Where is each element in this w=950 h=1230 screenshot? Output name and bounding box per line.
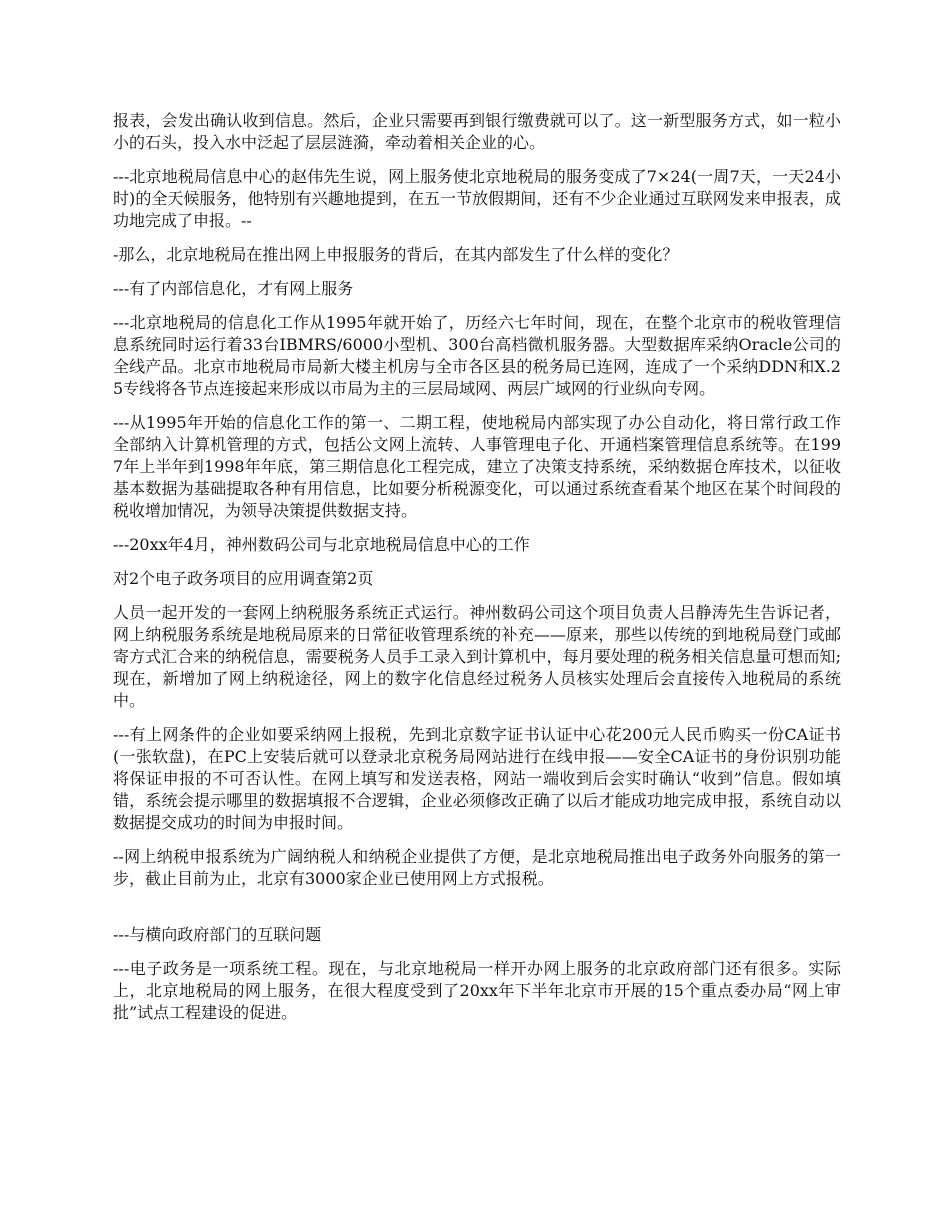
article-body <box>113 110 841 1036</box>
paragraph-9: 人员一起开发的一套网上纳税服务系统正式运行。神州数码公司这个项目负责人吕静涛先生告诉记者，网上纳税服务系统是地税局原来的日常征收管理系统的补充——原来，那些以传统的到地税局登门或邮寄方式汇合来的纳税信息，需要税务人员手工录入到计算机中，每月要处理的税务相关信息量可想而知;现在，新增加了网上纳税途径，网上的数字化信息经过税务人员核实处理后会直接传入地税局的系统中。 <box>113 603 841 710</box>
paragraph-6: ---从1995年开始的信息化工作的第一、二期工程，使地税局内部实现了办公自动化，将日常行政工作全部纳入计算机管理的方式，包括公文网上流转、人事管理电子化、开通档案管理信息系统等。在1997年上半年到1998年年底，第三期信息化工程完成，建立了决策支持系统，采纳数据仓库技术，以征收基本数据为基础提取各种有用信息，比如要分析税源变化，可以通过系统查看某个地区在某个时间段的税收增加情况，为领导决策提供数据支持。 <box>113 413 841 520</box>
section-heading-interconnection: ---与横向政府部门的互联问题 <box>113 925 322 944</box>
page-marker: 对2个电子政务项目的应用调查第2页 <box>113 569 374 588</box>
paragraph-10: ---有上网条件的企业如要采纳网上报税，先到北京数字证书认证中心花200元人民币购买一份CA证书(一张软盘)，在PC上安装后就可以登录北京税务局网站进行在线申报——安全CA证书的身份识别功能将保证申报的不可否认性。在网上填写和发送表格，网站一端收到后会实时确认“收到”信息。假如填错，系统会提示哪里的数据填报不合逻辑，企业必须修改正确了以后才能成功地完成申报，系统自动以数据提交成功的时间为申报时间。 <box>113 725 841 832</box>
paragraph-1: 报表，会发出确认收到信息。然后，企业只需要再到银行缴费就可以了。这一新型服务方式，如一粒小小的石头，投入水中泛起了层层涟漪，牵动着相关企业的心。 <box>113 111 841 152</box>
paragraph-13: ---电子政务是一项系统工程。现在，与北京地税局一样开办网上服务的北京政府部门还有很多。实际上，北京地税局的网上服务，在很大程度受到了20xx年下半年北京市开展的15个重点委办局“网上审批”试点工程建设的促进。 <box>113 959 841 1022</box>
paragraph-2: ---北京地税局信息中心的赵伟先生说，网上服务使北京地税局的服务变成了7×24(一周7天，一天24小时)的全天候服务，他特别有兴趣地提到，在五一节放假期间，还有不少企业通过互联网发来申报表，成功地完成了申报。-- <box>113 167 841 230</box>
paragraph-7: ---20xx年4月，神州数码公司与北京地税局信息中心的工作 <box>113 535 530 554</box>
paragraph-11: --网上纳税申报系统为广阔纳税人和纳税企业提供了方便，是北京地税局推出电子政务外向服务的第一步，截止目前为止，北京有3000家企业已使用网上方式报税。 <box>113 847 841 888</box>
paragraph-3: -那么，北京地税局在推出网上申报服务的背后，在其内部发生了什么样的变化？ <box>113 245 679 264</box>
paragraph-5: ---北京地税局的信息化工作从1995年就开始了，历经六七年时间，现在，在整个北京市的税收管理信息系统同时运行着33台IBMRS/6000小型机、300台高档微机服务器。大型数据库采纳Oracle公司的全线产品。北京市地税局市局新大楼主机房与全市各区县的税务局已连网，连成了一个采纳DDN和X.25专线将各节点连接起来形成以市局为主的三层局域网、两层广域网的行业纵向专网。 <box>113 313 841 398</box>
section-heading-internal-informatization: ---有了内部信息化，才有网上服务 <box>113 279 354 298</box>
